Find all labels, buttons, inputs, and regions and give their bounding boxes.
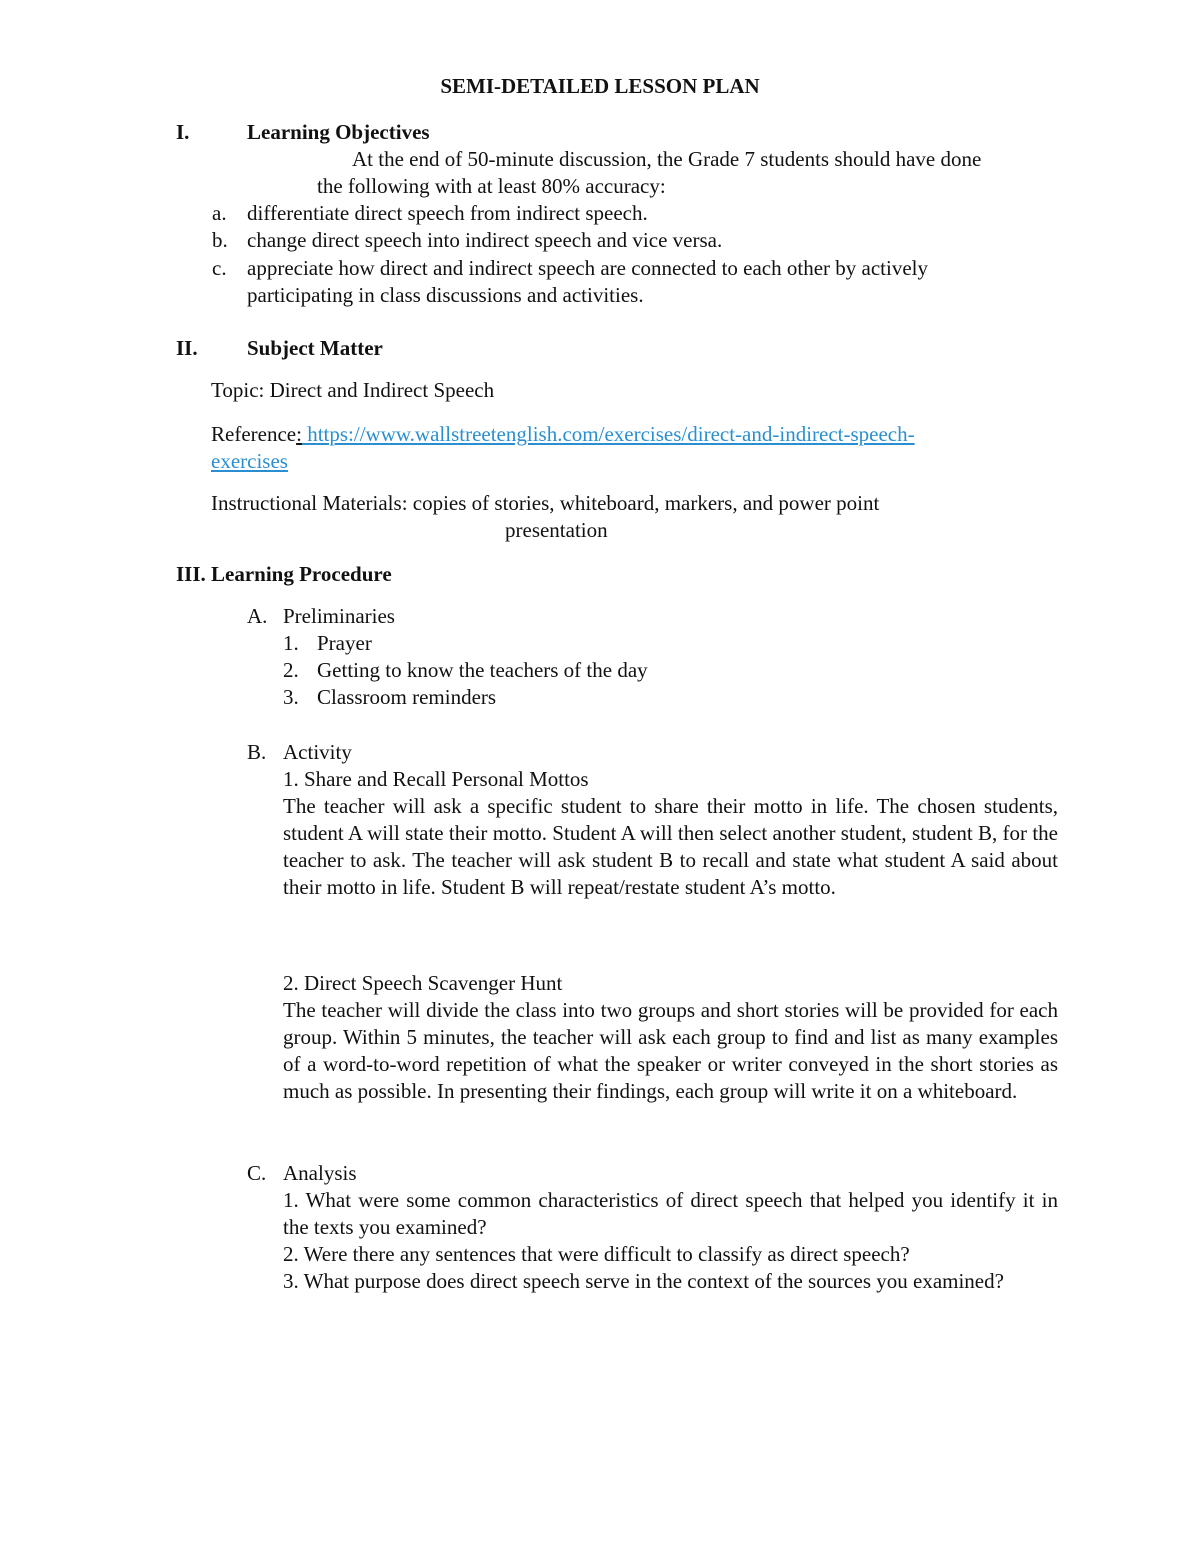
preliminaries-marker: A.: [247, 604, 268, 628]
analysis-question-3: 3. What purpose does direct speech serve in the context of the sources you examined?: [283, 1269, 1004, 1293]
objective-marker-c: c.: [212, 256, 227, 280]
preliminaries-item-1: Prayer: [317, 631, 372, 655]
preliminaries-marker-3: 3.: [283, 685, 299, 709]
subject-materials-line1: Instructional Materials: copies of stories, whiteboard, markers, and power point: [211, 491, 880, 515]
objectives-intro-line1: At the end of 50-minute discussion, the Grade 7 students should have done: [352, 147, 982, 171]
document-title: SEMI-DETAILED LESSON PLAN: [440, 74, 760, 98]
activity-item1-text: The teacher will ask a specific student to share their motto in life. The chosen students, student A will state their motto. Student A will then select another student, student B, for the teacher to ask. The teacher will ask student B to recall and state what student A said about their motto in life. Student B will repeat/restate student A’s motto.: [283, 794, 1058, 899]
reference-link[interactable]: https://www.wallstreetenglish.com/exercises/direct-and-indirect-speech-: [301, 422, 915, 446]
section-numeral-subject: II.: [176, 336, 198, 360]
reference-label: Reference: [211, 422, 297, 446]
analysis-label: Analysis: [283, 1161, 357, 1185]
reference-link-continued[interactable]: exercises: [211, 449, 288, 473]
analysis-marker: C.: [247, 1161, 267, 1185]
objective-text-c: appreciate how direct and indirect speech are connected to each other by actively: [247, 256, 928, 280]
analysis-question-1: 1. What were some common characteristics of direct speech that helped you identify it in the texts you examined?: [283, 1188, 1058, 1239]
reference-colon: :: [296, 422, 302, 446]
activity-item2-text: The teacher will divide the class into two groups and short stories will be provided for each group. Within 5 minutes, the teacher will ask each group to find and list as many examples of a word-to-word repetition of what the speaker or writer conveyed in the short stories as much as possible. In presenting their findings, each group will write it on a whiteboard.: [283, 998, 1058, 1103]
activity-item2-title: 2. Direct Speech Scavenger Hunt: [283, 971, 563, 995]
preliminaries-item-3: Classroom reminders: [317, 685, 497, 709]
activity-item1-title: 1. Share and Recall Personal Mottos: [283, 767, 589, 791]
preliminaries-item-2: Getting to know the teachers of the day: [317, 658, 648, 682]
analysis-question-2: 2. Were there any sentences that were difficult to classify as direct speech?: [283, 1242, 910, 1266]
subject-materials-line2: presentation: [505, 518, 608, 542]
objective-text-c-line2: participating in class discussions and activities.: [247, 283, 644, 307]
preliminaries-marker-1: 1.: [283, 631, 299, 655]
objectives-intro-line2: the following with at least 80% accuracy:: [317, 174, 666, 198]
preliminaries-label: Preliminaries: [283, 604, 395, 628]
section-heading-procedure: III. Learning Procedure: [176, 562, 392, 586]
objective-marker-b: b.: [212, 228, 228, 252]
section-heading-subject: Subject Matter: [247, 336, 383, 360]
section-numeral-objectives: I.: [176, 120, 190, 144]
subject-reference: [211, 421, 915, 448]
objective-text-a: differentiate direct speech from indirect speech.: [247, 201, 648, 225]
activity-label: Activity: [283, 740, 352, 764]
subject-topic: Topic: Direct and Indirect Speech: [211, 378, 495, 402]
section-heading-objectives: Learning Objectives: [247, 120, 430, 144]
activity-marker: B.: [247, 740, 267, 764]
objective-text-b: change direct speech into indirect speech and vice versa.: [247, 228, 723, 252]
preliminaries-marker-2: 2.: [283, 658, 299, 682]
objective-marker-a: a.: [212, 201, 227, 225]
